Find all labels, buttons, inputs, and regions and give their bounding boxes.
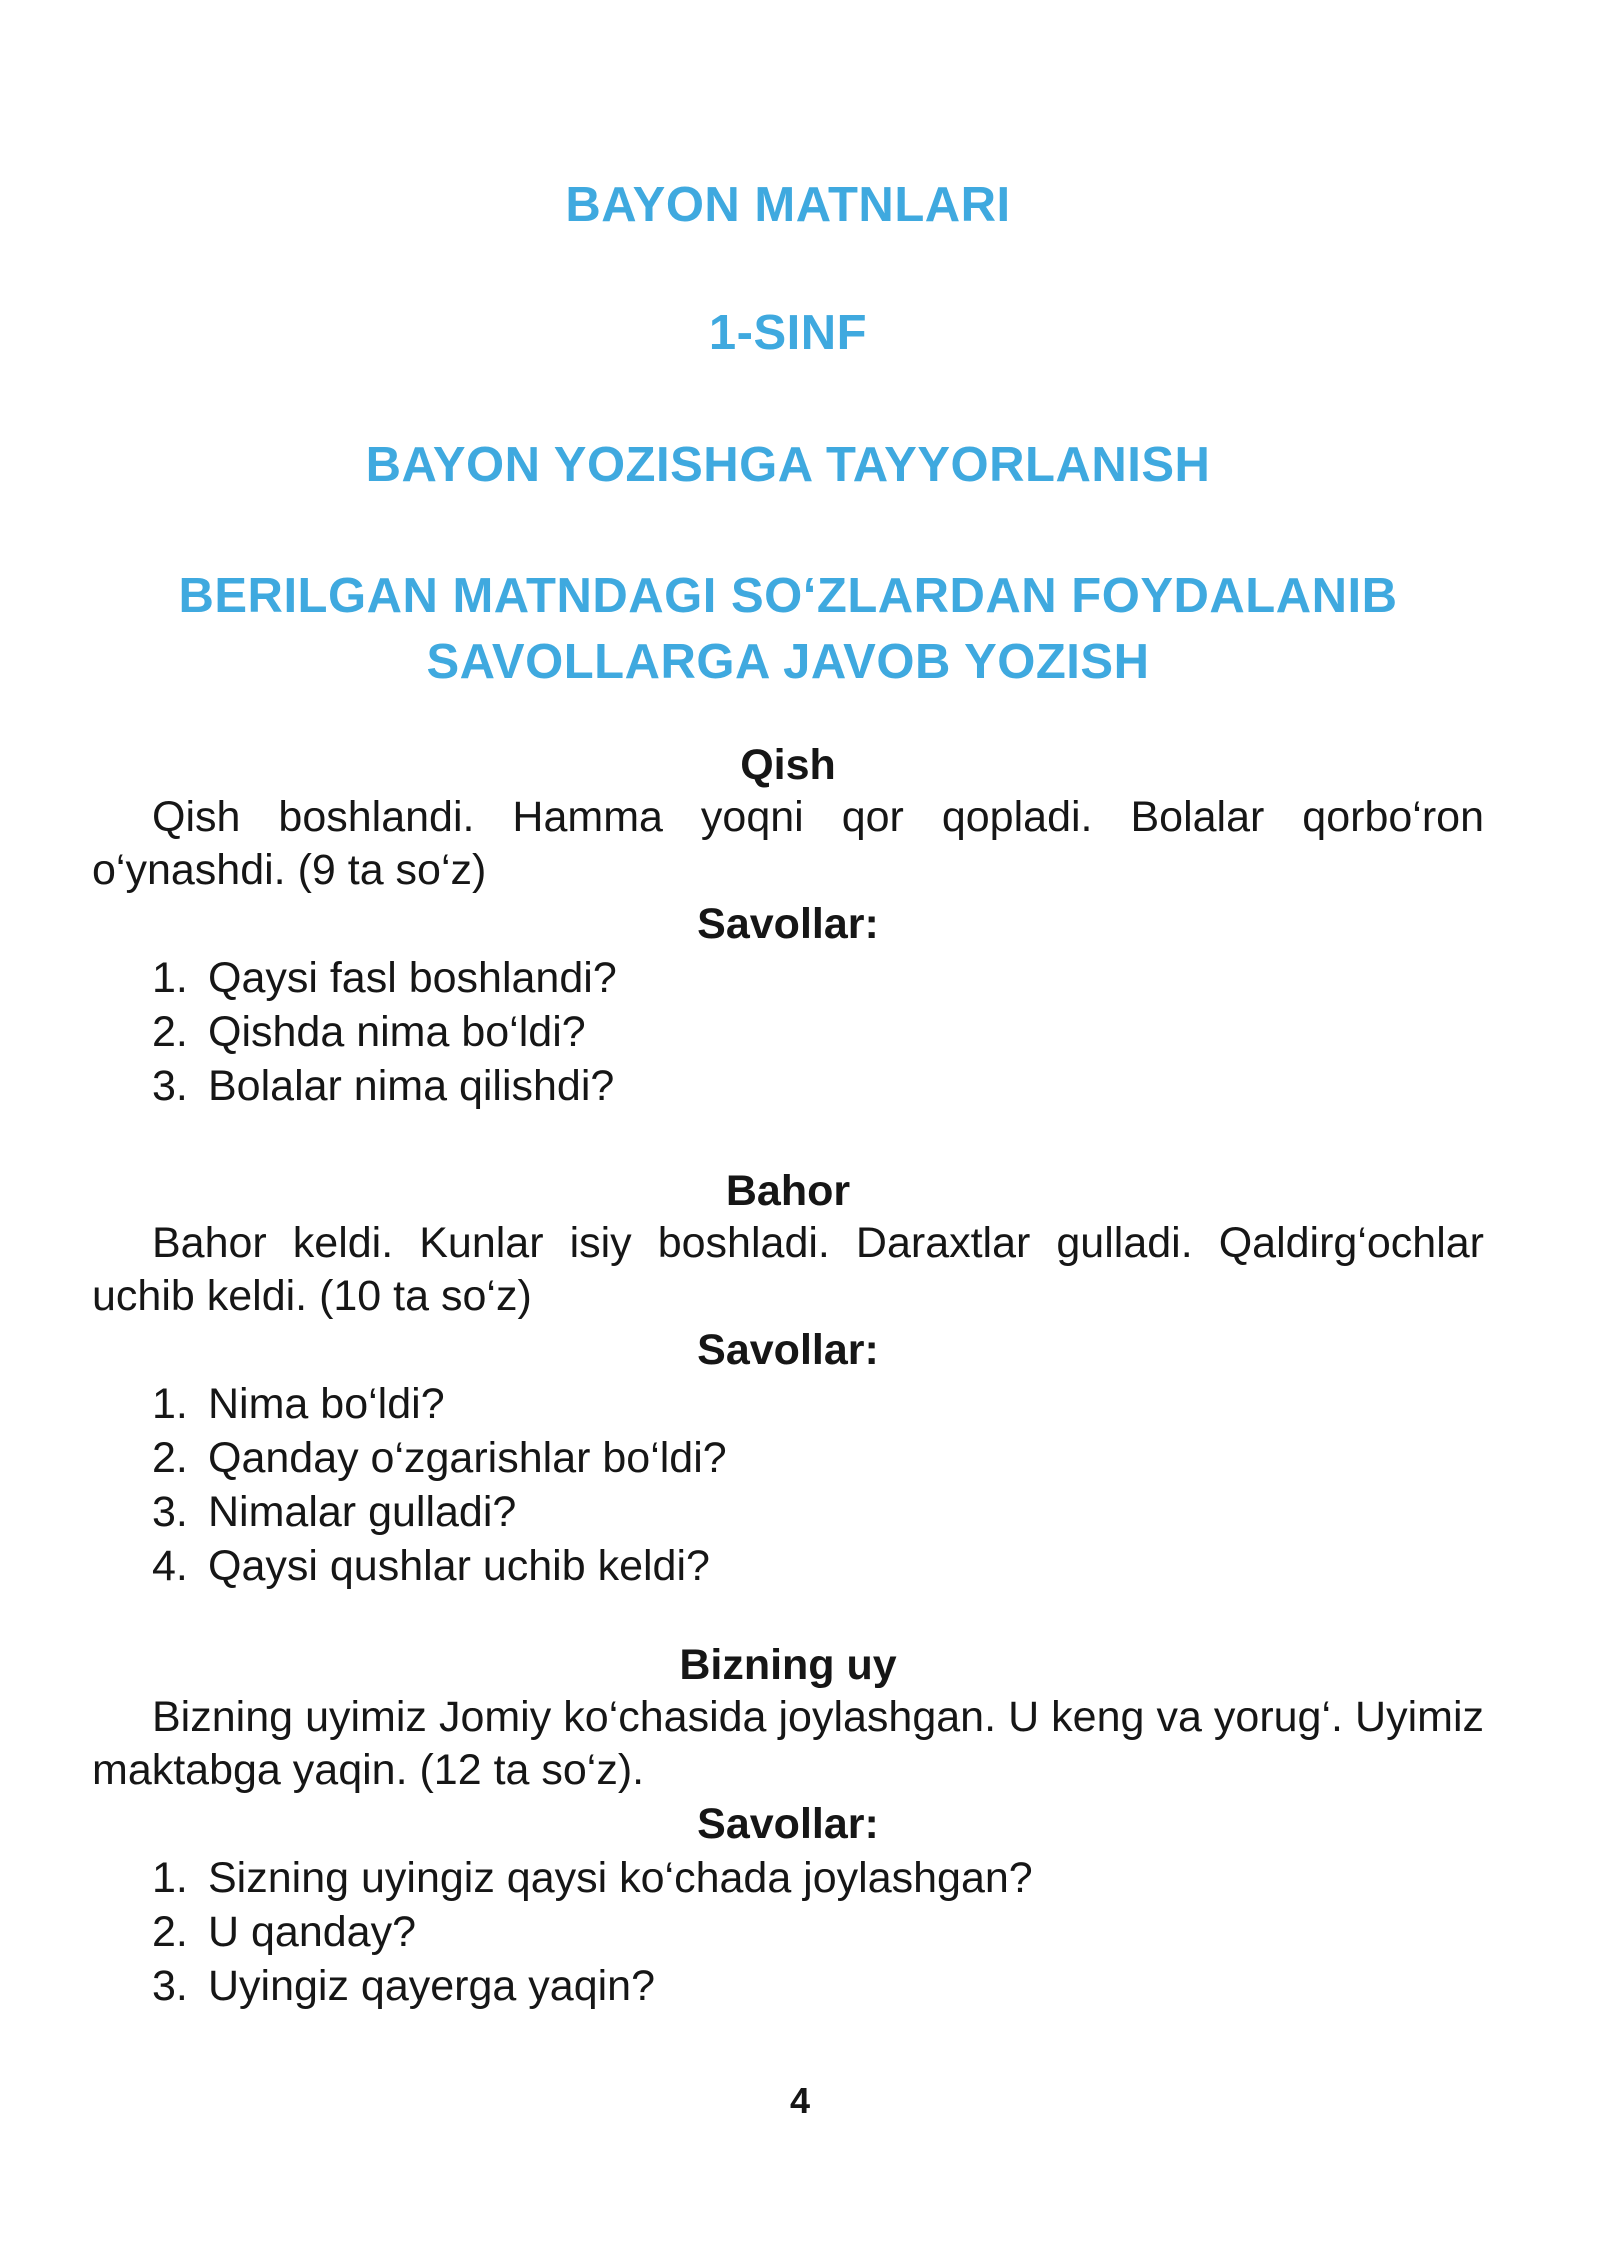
- question-text: Qaysi fasl boshlandi?: [208, 954, 617, 1002]
- task-heading-line2: SAVOLLARGA JAVOB YOZISH: [426, 635, 1150, 689]
- question-text: Uyingiz qayerga yaqin?: [208, 1962, 655, 2010]
- question-number: 1.: [152, 1854, 188, 1902]
- section-title: Bahor: [725, 1167, 851, 1215]
- section-text: Qish boshlandi. Hamma yoqni qor qopladi. Bolalar qorbo‘ron o‘ynashdi. (9 ta so‘z): [92, 793, 1484, 894]
- question-text: Qishda nima bo‘ldi?: [208, 1008, 586, 1056]
- question-item: [152, 1485, 1484, 1539]
- question-item: [152, 1851, 1484, 1905]
- question-text: Qaysi qushlar uchib keldi?: [208, 1542, 710, 1590]
- questions-title: Savollar:: [697, 1326, 879, 1374]
- questions-list: [92, 1377, 1484, 1593]
- question-item: [152, 1377, 1484, 1431]
- section-text: Bahor keldi. Kunlar isiy boshladi. Daraxtlar gulladi. Qaldirg‘ochlar uchib keldi. (10 ta so‘z): [92, 1219, 1484, 1320]
- question-text: U qanday?: [208, 1908, 416, 1956]
- question-item: [152, 1059, 1484, 1113]
- question-number: 3.: [152, 1488, 188, 1536]
- questions-list: [92, 1851, 1484, 2013]
- grade-heading: 1-SINF: [708, 306, 868, 360]
- question-number: 2.: [152, 1908, 188, 1956]
- questions-title: Savollar:: [697, 900, 879, 948]
- questions-list: [92, 951, 1484, 1113]
- question-item: [152, 1959, 1484, 2013]
- section-title: Qish: [740, 741, 836, 789]
- section-bizning-uy: [92, 1639, 1484, 2013]
- question-text: Nimalar gulladi?: [208, 1488, 517, 1536]
- page-number: 4: [789, 2080, 811, 2121]
- question-number: 3.: [152, 1962, 188, 2010]
- prep-heading: BAYON YOZISHGA TAYYORLANISH: [365, 438, 1211, 492]
- task-heading-line1: BERILGAN MATNDAGI SO‘ZLARDAN FOYDALANIB: [178, 569, 1398, 623]
- question-item: [152, 1431, 1484, 1485]
- section-title: Bizning uy: [679, 1641, 897, 1689]
- question-number: 4.: [152, 1542, 188, 1590]
- question-number: 2.: [152, 1434, 188, 1482]
- question-text: Sizning uyingiz qaysi ko‘chada joylashgan?: [208, 1854, 1033, 1902]
- question-number: 2.: [152, 1008, 188, 1056]
- question-item: [152, 951, 1484, 1005]
- question-number: 3.: [152, 1062, 188, 1110]
- section-text: Bizning uyimiz Jomiy ko‘chasida joylashgan. U keng va yorug‘. Uyimiz maktabga yaqin. (12 ta so‘z).: [92, 1693, 1484, 1794]
- section-qish: [92, 739, 1484, 1113]
- question-number: 1.: [152, 1380, 188, 1428]
- question-item: [152, 1905, 1484, 1959]
- question-text: Qanday o‘zgarishlar bo‘ldi?: [208, 1434, 727, 1482]
- questions-title: Savollar:: [697, 1800, 879, 1848]
- question-item: [152, 1005, 1484, 1059]
- question-number: 1.: [152, 954, 188, 1002]
- main-heading: BAYON MATNLARI: [565, 178, 1011, 232]
- question-item: [152, 1539, 1484, 1593]
- task-heading: [92, 563, 1484, 695]
- section-bahor: [92, 1165, 1484, 1593]
- question-text: Nima bo‘ldi?: [208, 1380, 445, 1428]
- question-text: Bolalar nima qilishdi?: [208, 1062, 615, 1110]
